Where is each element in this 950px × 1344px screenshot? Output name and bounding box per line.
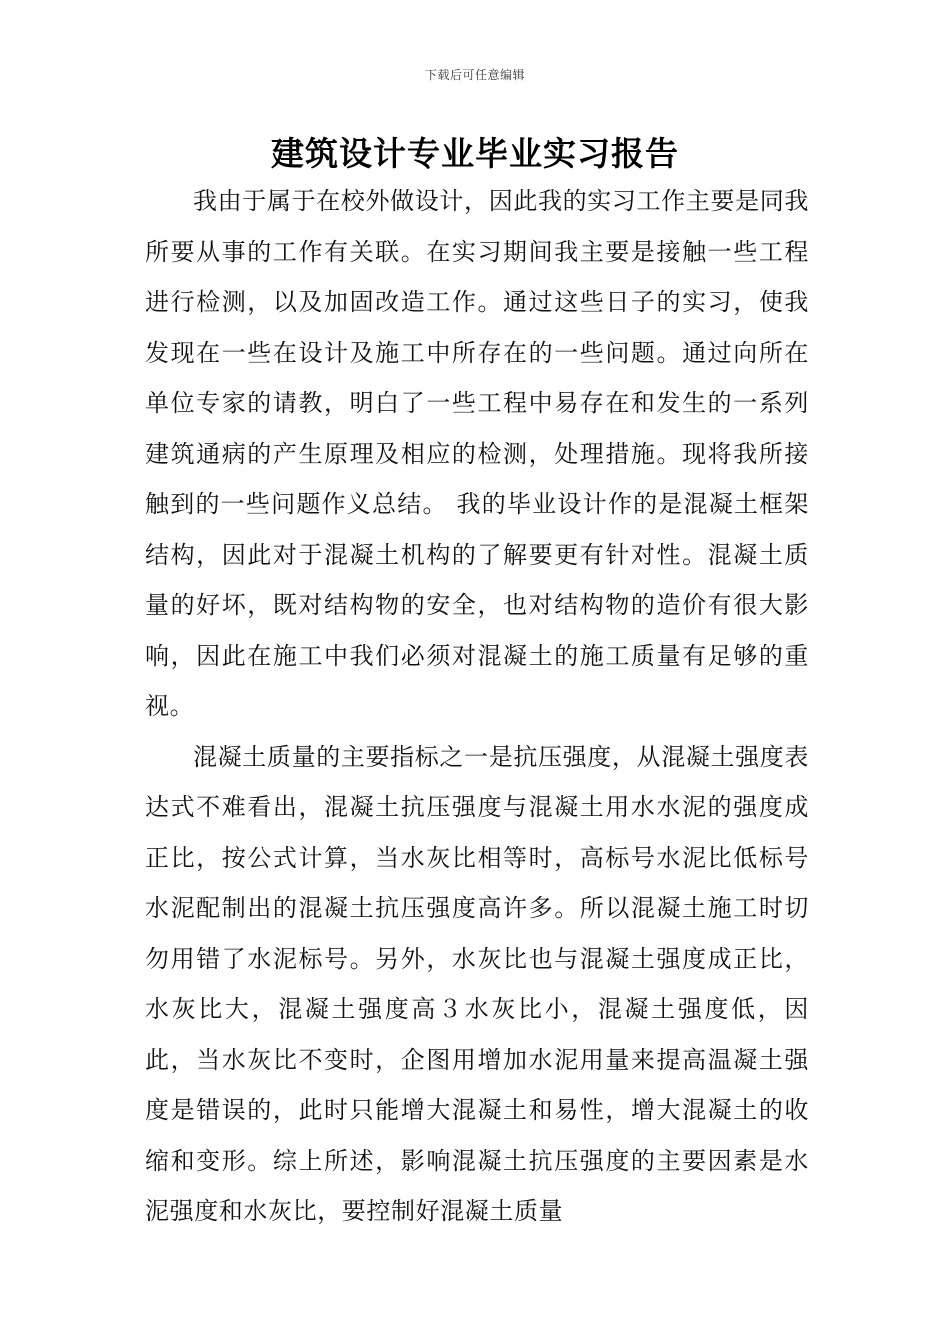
document-title: 建筑设计专业毕业实习报告 (271, 134, 679, 173)
document-body (145, 176, 809, 1237)
paragraph-2: 混凝土质量的主要指标之一是抗压强度，从混凝土强度表达式不难看出，混凝土抗压强度与混凝土用水水泥的强度成正比，按公式计算，当水灰比相等时，高标号水泥比低标号水泥配制出的混凝土抗压强度高许多。所以混凝土施工时切勿用错了水泥标号。另外，水灰比也与混凝土强度成正比，水灰比大，混凝土强度高３水灰比小，混凝土强度低，因此，当水灰比不变时，企图用增加水泥用量来提高温凝土强度是错误的，此时只能增大混凝土和易性，增大混凝土的收缩和变形。综上所述，影响混凝土抗压强度的主要因素是水泥强度和水灰比，要控制好混凝土质量 (145, 742, 809, 1225)
paragraph-1: 我由于属于在校外做设计，因此我的实习工作主要是同我所要从事的工作有关联。在实习期间我主要是接触一些工程进行检测，以及加固改造工作。通过这些日子的实习，使我发现在一些在设计及施工中所存在的一些问题。通过向所在单位专家的请教，明白了一些工程中易存在和发生的一系列建筑通病的产生原理及相应的检测，处理措施。现将我所接触到的一些问题作义总结。 我的毕业设计作的是混凝土框架结构，因此对于混凝土机构的了解要更有针对性。混凝土质量的好坏，既对结构物的安全，也对结构物的造价有很大影响，因此在施工中我们必须对混凝土的施工质量有足够的重视。 (145, 187, 809, 720)
header-note: 下载后可任意编辑 (424, 68, 525, 82)
